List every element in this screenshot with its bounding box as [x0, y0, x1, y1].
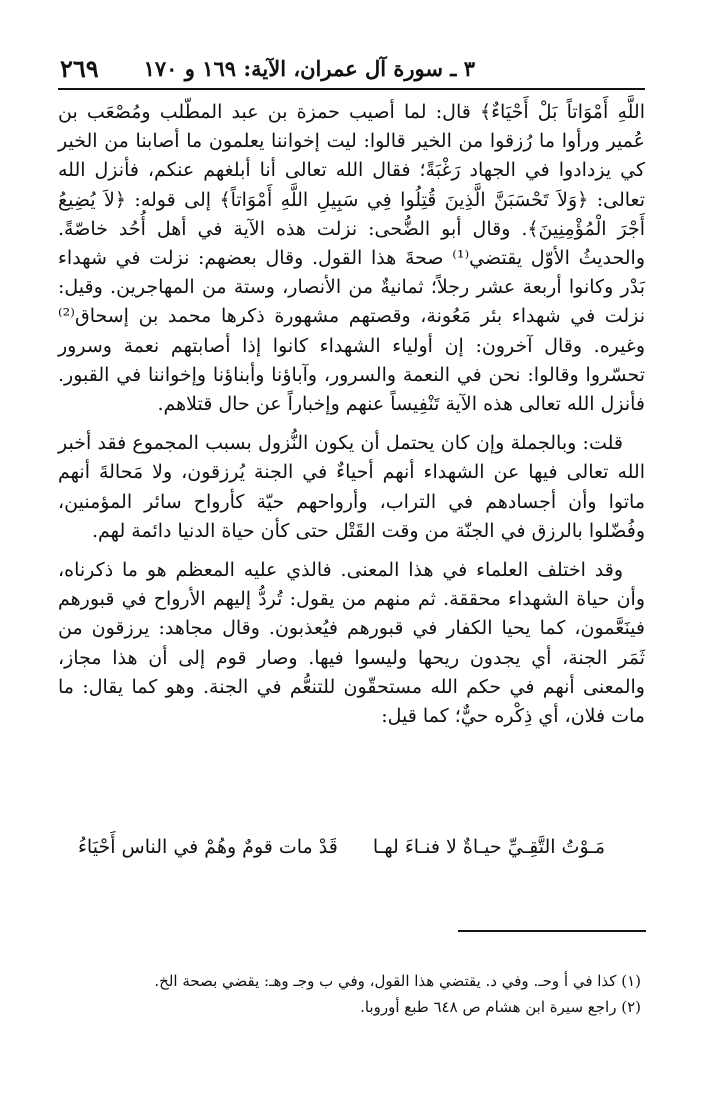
paragraph-1: اللَّهِ أَمْوَاتاً بَلْ أَحْيَاءٌ﴾ قال: لما أصيب حمزة بن عبد المطّلب ومُصْعَب بن عُمير ورأوا ما رُزقوا من الخير قالوا: ليت إخواننا يعلمون ما أصابنا من الخير كي يزدادوا في الجهاد رَغْبَةً؛ فقال الله تعالى أنا أبلغهم عنكم، فأنزل الله تعالى: ﴿وَلاَ تَحْسَبَنَّ الَّذِينَ قُتِلُوا فِي سَبِيلِ اللَّهِ أَمْوَاتاً﴾ إلى قوله: ﴿لاَ يُضِيعُ أَجْرَ الْمُؤْمِنِينَ﴾. وقال أبو الضُّحى: نزلت هذه الآية في أهل أُحُد خاصّةً. والحديثُ الأوّل يقتضي⁽¹⁾ صحةَ هذا القول. وقال بعضهم: نزلت في شهداء بَدْر وكانوا أربعة عشر رجلاً؛ ثمانيةٌ من الأنصار، وستة من المهاجرين. وقيل: نزلت في شهداء بئر مَعُونة، وقصتهم مشهورة ذكرها محمد بن إسحاق⁽²⁾ وغيره. وقال آخرون: إن أولياء الشهداء كانوا إذا أصابتهم نعمة وسرور تحسّروا وقالوا: نحن في النعمة والسرور، وآباؤنا وأبناؤنا وإخواننا في القبور. فأنزل الله تعالى هذه الآية تَنْفِيساً عنهم وإخباراً عن حال قتلاهم. — [58, 101, 646, 416]
page-header — [58, 52, 645, 90]
paragraph-2: قلت: وبالجملة وإن كان يحتمل أن يكون النُّزول بسبب المجموع فقد أخبر الله تعالى فيها عن الشهداء أنهم أحياءٌ في الجنة يُرزقون، ولا مَحالةَ أنهم ماتوا وأن أجسادهم في التراب، وأرواحهم حيّة كأرواح سائر المؤمنين، وفُضّلوا بالرزق في الجنّة من وقت القَتْل حتى كأن حياة الدنيا دائمة لهم. — [58, 432, 645, 542]
footnotes — [58, 968, 641, 1020]
poetry-verse — [58, 832, 645, 862]
verse-first-hemistich: مَـوْتُ التَّقِـيِّ حيـاةٌ لا فنـاءَ لهـا — [372, 836, 605, 858]
footnote-2: (٢) راجع سيرة ابن هشام ص ٦٤٨ طبع أوروبا. — [360, 998, 641, 1016]
page-number: ٢٦٩ — [60, 54, 99, 83]
verse-second-hemistich: قَدْ مات قومٌ وهُمْ في الناس أَحْيَاءُ — [78, 836, 338, 858]
footnote-separator — [458, 930, 646, 932]
main-text — [58, 98, 645, 731]
paragraph-3: وقد اختلف العلماء في هذا المعنى. فالذي عليه المعظم هو ما ذكرناه، وأن حياة الشهداء محققة. ثم منهم من يقول: تُردُّ إليهم الأرواح في قبورهم فينَعَّمون، كما يحيا الكفار في قبورهم فيُعذبون. وقال مجاهد: يرزقون من ثَمَر الجنة، أي يجدون ريحها وليسوا فيها. وصار قوم إلى أن هذا مجاز، والمعنى أنهم في حكم الله مستحقّون للتنعُّم في الجنة. وهو كما يقال: ما مات فلان، أي ذِكْره حيٌّ؛ كما قيل: — [58, 559, 645, 728]
running-title: ٣ ـ سورة آل عمران، الآية: ١٦٩ و ١٧٠ — [143, 56, 475, 81]
footnote-1: (١) كذا في أ وحـ. وفي د. يقتضي هذا القول، وفي ب وجـ وهـ: يقضي بصحة الخ. — [154, 972, 641, 990]
